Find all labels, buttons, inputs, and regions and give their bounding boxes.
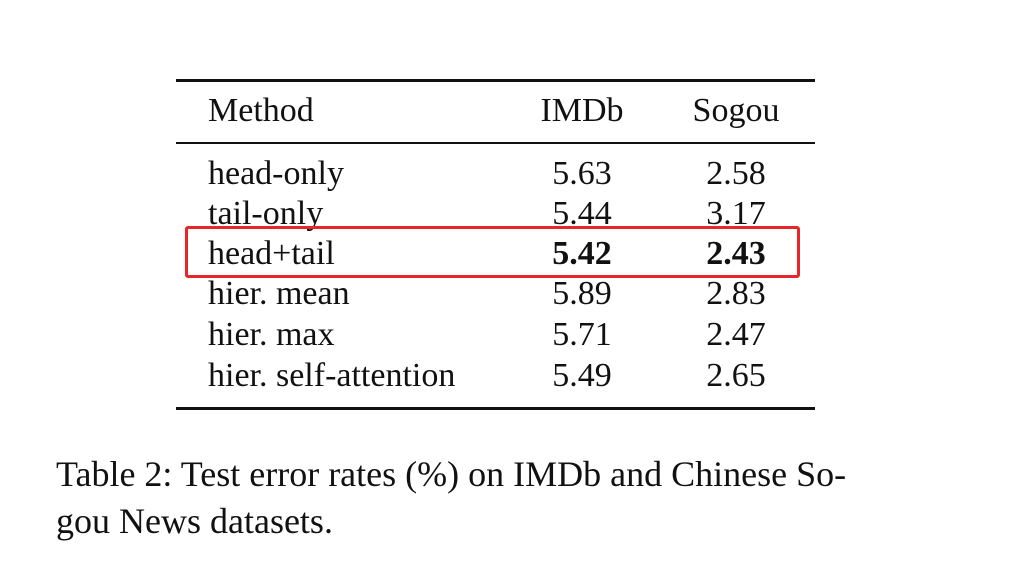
header-imdb: IMDb (540, 92, 624, 129)
row-imdb: 5.63 (552, 155, 612, 192)
row-imdb: 5.71 (552, 316, 612, 353)
header-method: Method (208, 92, 314, 129)
row-method: head-only (208, 155, 344, 192)
row-imdb: 5.49 (552, 357, 612, 394)
row-method: hier. self-attention (208, 357, 456, 394)
row-method: hier. mean (208, 275, 350, 312)
row-sogou: 2.58 (706, 155, 766, 192)
highlight-box (185, 226, 800, 278)
row-imdb: 5.44 (552, 195, 612, 232)
row-imdb: 5.89 (552, 275, 612, 312)
row-imdb-best: 5.42 (552, 235, 612, 272)
table-top-rule (176, 79, 815, 82)
row-sogou: 2.83 (706, 275, 766, 312)
table-caption (56, 451, 956, 545)
row-sogou-best: 2.43 (706, 235, 766, 272)
row-method: head+tail (208, 235, 335, 272)
row-method: hier. max (208, 316, 335, 353)
caption-line-2: gou News datasets. (56, 501, 333, 541)
table-bottom-rule (176, 407, 815, 410)
header-sogou: Sogou (692, 92, 780, 129)
table-header-rule (176, 142, 815, 144)
row-sogou: 2.65 (706, 357, 766, 394)
caption-line-1: Table 2: Test error rates (%) on IMDb and Chinese So- (56, 454, 847, 494)
row-method: tail-only (208, 195, 324, 232)
row-sogou: 2.47 (706, 316, 766, 353)
row-sogou: 3.17 (706, 195, 766, 232)
